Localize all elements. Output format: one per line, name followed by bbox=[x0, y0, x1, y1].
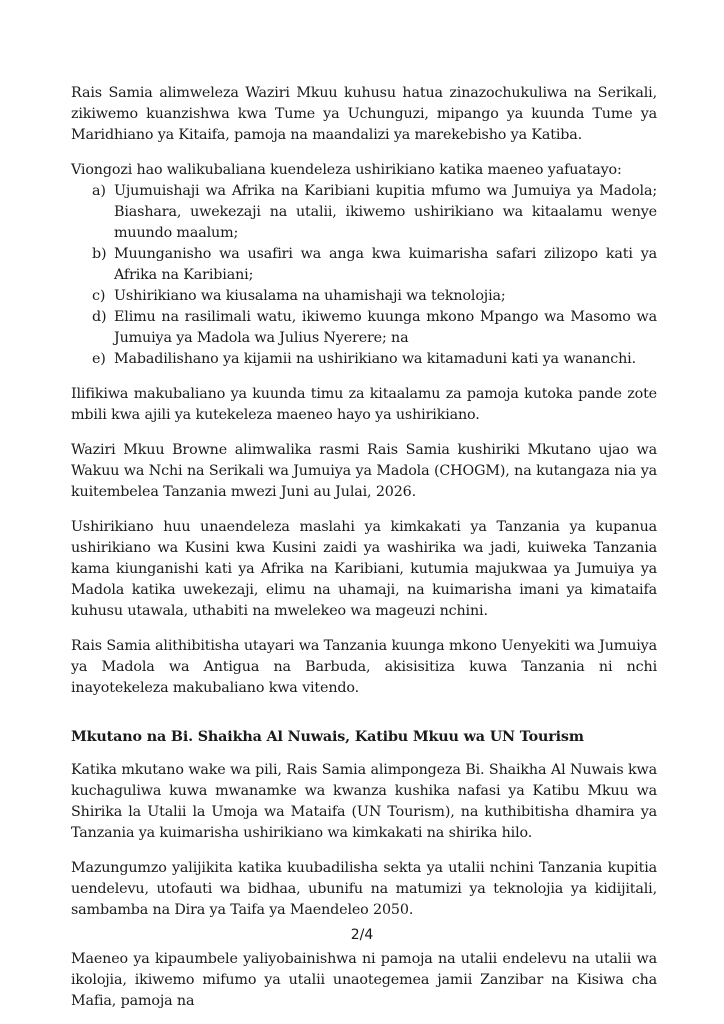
page-number: 2/4 bbox=[350, 927, 374, 943]
paragraph: Rais Samia alithibitisha utayari wa Tanzania kuunga mkono Uenyekiti wa Jumuiya ya Madola wa Antigua na Barbuda, akisisitiza kuwa Tanzania ni nchi inayotekeleza makubaliano kwa vitendo. bbox=[71, 638, 657, 696]
section-heading: Mkutano na Bi. Shaikha Al Nuwais, Katibu Mkuu wa UN Tourism bbox=[71, 729, 584, 745]
paragraph: Ushirikiano huu unaendeleza maslahi ya kimkakati ya Tanzania ya kupanua ushirikiano wa Kusini kwa Kusini zaidi ya washirika wa jadi, kuiweka Tanzania kama kiunganishi kati ya Afrika na Karibiani, kutumia majukwaa ya Jumuiya ya Madola katika uwekezaji, elimu na uhamaji, na kuimarisha imani ya kimataifa kuhusu utawala, uthabiti na mwelekeo wa mageuzi nchini. bbox=[71, 519, 657, 619]
paragraph: Waziri Mkuu Browne alimwalika rasmi Rais Samia kushiriki Mkutano ujao wa Wakuu wa Nchi na Serikali wa Jumuiya ya Madola (CHOGM), na kutangaza nia ya kuitembelea Tanzania mwezi Juni au Julai, 2026. bbox=[71, 442, 657, 500]
list-item-text: Ushirikiano wa kiusalama na uhamishaji wa teknolojia; bbox=[114, 288, 506, 304]
list-item-text: Ujumuishaji wa Afrika na Karibiani kupitia mfumo wa Jumuiya ya Madola; Biashara, uwekezaji na utalii, ikiwemo ushirikiano wa kitaalamu wenye muundo maalum; bbox=[114, 183, 657, 241]
list-marker: c) bbox=[92, 288, 106, 304]
paragraph: Ilifikiwa makubaliano ya kuunda timu za kitaalamu za pamoja kutoka pande zote mbili kwa ajili ya kutekeleza maeneo hayo ya ushirikiano. bbox=[71, 386, 657, 423]
list-marker: e) bbox=[92, 351, 106, 367]
list-intro-paragraph: Viongozi hao walikubaliana kuendeleza ushirikiano katika maeneo yafuatayo: bbox=[71, 162, 622, 178]
list-marker: b) bbox=[92, 246, 107, 262]
paragraph: Maeneo ya kipaumbele yaliyobainishwa ni pamoja na utalii endelevu na utalii wa ikolojia, ikiwemo mifumo ya utalii unaotegemea jamii Zanzibar na Kisiwa cha Mafia, pamoja na bbox=[71, 951, 657, 1009]
list-item bbox=[71, 181, 657, 244]
list-item-text: Muunganisho wa usafiri wa anga kwa kuimarisha safari zilizopo kati ya Afrika na Karibiani; bbox=[114, 246, 657, 283]
list-marker: a) bbox=[92, 183, 106, 199]
paragraph: Rais Samia alimweleza Waziri Mkuu kuhusu hatua zinazochukuliwa na Serikali, zikiwemo kuanzishwa kwa Tume ya Uchunguzi, mipango ya kuunda Tume ya Maridhiano ya Kitaifa, pamoja na maandalizi ya marekebisho ya Katiba. bbox=[71, 85, 657, 143]
list-item bbox=[71, 349, 657, 370]
list-item bbox=[71, 286, 657, 307]
list-item-text: Elimu na rasilimali watu, ikiwemo kuunga mkono Mpango wa Masomo wa Jumuiya ya Madola wa Julius Nyerere; na bbox=[114, 309, 657, 346]
list-item bbox=[71, 307, 657, 349]
list-item-text: Mabadilishano ya kijamii na ushirikiano wa kitamaduni kati ya wananchi. bbox=[114, 351, 637, 367]
document-page bbox=[71, 83, 657, 1012]
paragraph: Katika mkutano wake wa pili, Rais Samia alimpongeza Bi. Shaikha Al Nuwais kwa kuchaguliwa kuwa mwanamke wa kwanza kushika nafasi ya Katibu Mkuu wa Shirika la Utalii la Umoja wa Mataifa (UN Tourism), na kuthibitisha dhamira ya Tanzania ya kuimarisha ushirikiano wa kimkakati na shirika hilo. bbox=[71, 762, 657, 841]
cooperation-areas-list bbox=[71, 181, 657, 370]
list-item bbox=[71, 244, 657, 286]
paragraph: Mazungumzo yalijikita katika kuubadilisha sekta ya utalii nchini Tanzania kupitia uendelevu, utofauti wa bidhaa, ubunifu na matumizi ya teknolojia ya kidijitali, sambamba na Dira ya Taifa ya Maendeleo 2050. bbox=[71, 860, 657, 918]
list-marker: d) bbox=[92, 309, 107, 325]
